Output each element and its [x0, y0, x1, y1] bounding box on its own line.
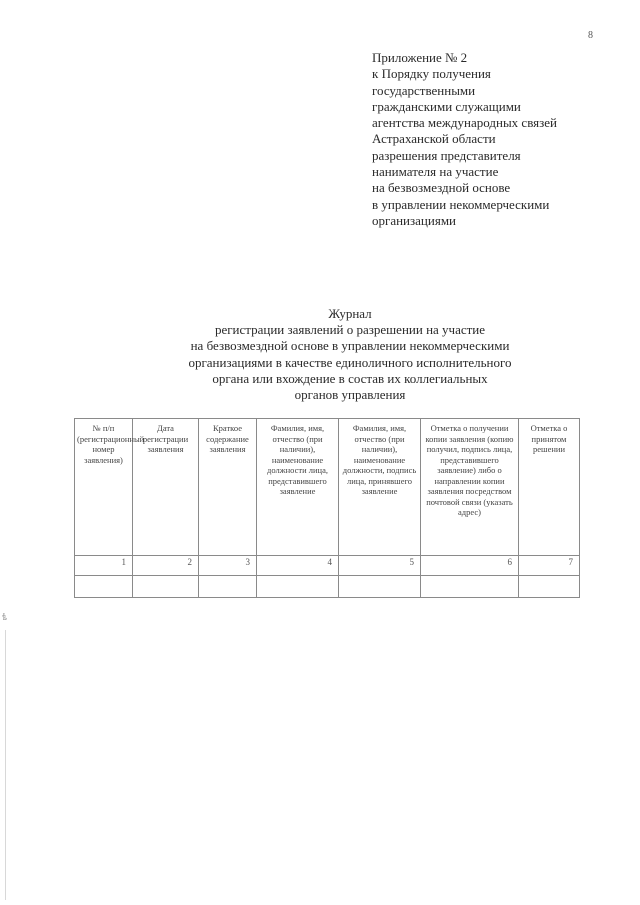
appendix-line: агентства международных связей	[372, 115, 558, 131]
scan-mark-icon: ѣ	[2, 612, 7, 622]
table-cell	[133, 576, 199, 598]
column-number: 4	[257, 556, 339, 576]
registration-table	[74, 418, 580, 598]
column-header: Отметка о получении копии заявления (копию получил, подпись лица, представившего заявление) либо о направлении копии заявления посредством почтовой связи (указать адрес)	[421, 419, 519, 556]
column-header: Фамилия, имя, отчество (при наличии), наименование должности лица, представившего заявление	[257, 419, 339, 556]
appendix-line: нанимателя на участие	[372, 164, 499, 180]
scan-edge-line	[5, 630, 6, 900]
appendix-line: к Порядку получения	[372, 66, 491, 82]
table-cell	[339, 576, 421, 598]
column-number: 7	[519, 556, 580, 576]
table-row	[75, 576, 580, 598]
column-number: 3	[199, 556, 257, 576]
table-header-row	[75, 419, 580, 556]
appendix-line: гражданскими служащими	[372, 98, 521, 114]
title-line: регистрации заявлений о разрешении на участие	[214, 322, 486, 338]
table-cell	[519, 576, 580, 598]
title-line: органов управления	[294, 387, 406, 403]
appendix-line: государственными	[372, 82, 476, 98]
column-number: 6	[421, 556, 519, 576]
column-header: Фамилия, имя, отчество (при наличии), наименование должности, подпись лица, принявшего заявление	[339, 419, 421, 556]
column-number: 5	[339, 556, 421, 576]
appendix-line: разрешения представителя	[372, 147, 521, 163]
table-cell	[421, 576, 519, 598]
journal-title	[120, 306, 580, 403]
title-line: Журнал	[328, 306, 372, 321]
table-cell	[257, 576, 339, 598]
column-header: Отметка о принятом решении	[519, 419, 580, 556]
column-number: 2	[133, 556, 199, 576]
title-line: на безвозмездной основе в управлении некоммерческими	[190, 338, 510, 354]
column-number: 1	[75, 556, 133, 576]
appendix-block	[372, 50, 612, 229]
column-header: Дата регистрации заявления	[133, 419, 199, 556]
appendix-line: Приложение № 2	[372, 50, 468, 65]
column-header: № п/п (регистрационный номер заявления)	[75, 419, 133, 556]
appendix-line: организациями	[372, 212, 456, 228]
column-header: Краткое содержание заявления	[199, 419, 257, 556]
appendix-line: на безвозмездной основе	[372, 180, 511, 196]
table-cell	[199, 576, 257, 598]
title-line: органа или вхождение в состав их коллегиальных	[212, 370, 488, 386]
column-number-row	[75, 556, 580, 576]
table-cell	[75, 576, 133, 598]
appendix-line: в управлении некоммерческими	[372, 196, 550, 212]
title-line: организациями в качестве единоличного исполнительного	[188, 354, 512, 370]
appendix-line: Астраханской области	[372, 131, 496, 147]
page-number: 8	[588, 30, 593, 41]
